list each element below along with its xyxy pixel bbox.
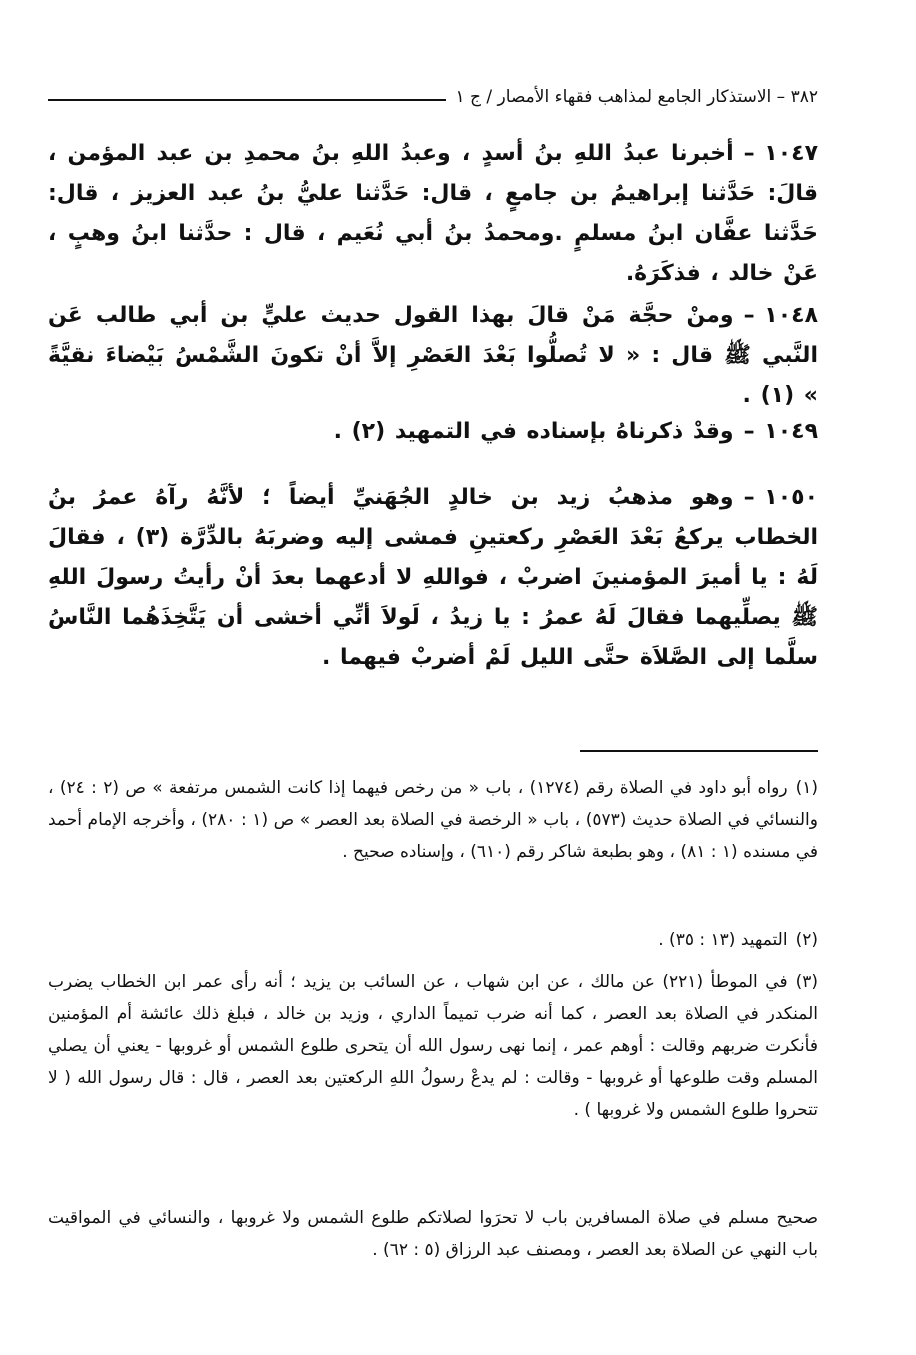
paragraph-text: وقدْ ذكرناهُ بإسناده في التمهيد (٢) . [333, 419, 734, 444]
running-header-text: ٣٨٢ – الاستذكار الجامع لمذاهب فقهاء الأمصار / ج ١ [455, 87, 818, 107]
footnote-separator [580, 750, 818, 752]
footnote-2 [48, 924, 818, 956]
paragraph-1050 [48, 478, 818, 678]
footnote-text: في الموطأ (٢٢١) عن مالك ، عن ابن شهاب ، عن السائب بن يزيد ؛ أنه رأى عمر ابن الخطاب يضرب المنكدر في الصلاة بعد العصر ، كما أنه ضرب تميماً الداري ، وزيد بن خالد ، فبلغ ذلك عائشة أم المؤمنين فأنكرت ضربهم وقالت : أوهم عمر ، إنما نهى رسول الله أن يتحرى طلوع الشمس أو غروبها - يعني أن يصلي المسلم وقت طلوعها أو غروبها - وقالت : لم يدعْ رسولُ اللهِ الركعتين بعد العصر ، قال : قال رسول الله ( لا تتحروا طلوع الشمس ولا غروبها ) . [48, 972, 818, 1120]
footnote-text: صحيح مسلم في صلاة المسافرين باب لا تحرَوا لصلاتكم طلوع الشمس ولا غروبها ، والنسائي في المواقيت باب النهي عن الصلاة بعد العصر ، ومصنف عبد الرزاق (٥ : ٦٢) . [48, 1208, 818, 1260]
running-header [48, 82, 818, 112]
paragraph-number: ١٠٤٧ – [743, 141, 818, 166]
book-page [48, 82, 818, 1342]
paragraph-text: وهو مذهبُ زيد بن خالدٍ الجُهَنيِّ أيضاً ؛ لأنَّهُ رآهُ عمرُ بنُ الخطاب يركعُ بَعْدَ العَصْرِ ركعتينِ فمشى إليه وضربَهُ بالدِّرَّة (٣) ، فقالَ لَهُ : يا أميرَ المؤمنينَ اضربْ ، فواللهِ لا أدعهما بعدَ أنْ رأيتُ رسولَ اللهِ ﷺ يصلِّيهما فقالَ لَهُ عمرُ : يا زيدُ ، لَولاَ أنِّي أخشى أن يَتَّخِذَهُما النَّاسُ سلَّما إلى الصَّلاَة حتَّى الليل لَمْ أضربْ فيهما . [48, 485, 818, 670]
paragraph-1048 [48, 296, 818, 416]
footnote-number: (٣) [795, 972, 818, 992]
paragraph-1049 [48, 412, 818, 452]
paragraph-number: ١٠٤٨ – [743, 303, 818, 328]
paragraph-1047 [48, 134, 818, 294]
header-rule [48, 99, 446, 101]
paragraph-number: ١٠٤٩ – [743, 419, 818, 444]
footnote-continuation [48, 1202, 818, 1266]
footnote-3 [48, 966, 818, 1126]
paragraph-text: ومنْ حجَّة مَنْ قالَ بهذا القول حديث عليٍّ بن أبي طالب عَن النَّبي ﷺ قال : « لا تُصلُّوا بَعْدَ العَصْرِ إلاَّ أنْ تكونَ الشَّمْسُ بَيْضاءَ نقيَّةً » (١) . [48, 303, 818, 408]
footnote-text: التمهيد (١٣ : ٣٥) . [658, 930, 788, 950]
footnote-number: (١) [795, 778, 818, 798]
paragraph-number: ١٠٥٠ – [743, 485, 818, 510]
footnote-number: (٢) [795, 930, 818, 950]
footnote-text: رواه أبو داود في الصلاة رقم (١٢٧٤) ، باب « من رخص فيهما إذا كانت الشمس مرتفعة » ص (٢ : ٢٤) ، والنسائي في الصلاة حديث (٥٧٣) ، باب « الرخصة في الصلاة بعد العصر » ص (١ : ٢٨٠) ، وأخرجه الإمام أحمد في مسنده (١ : ٨١) ، وهو بطبعة شاكر رقم (٦١٠) ، وإسناده صحيح . [48, 778, 818, 862]
footnote-1 [48, 772, 818, 868]
paragraph-text: أخبرنا عبدُ اللهِ بنُ أسدٍ ، وعبدُ اللهِ بنُ محمدِ بن عبد المؤمن ، قالَ: حَدَّثنا إبراهيمُ بن جامعٍ ، قال: حَدَّثنا عليُّ بنُ عبد العزيز ، قال: حَدَّثنا عفَّان ابنُ مسلمٍ .ومحمدُ بنُ أبي نُعَيم ، قال : حدَّثنا ابنُ وهبٍ ، عَنْ خالد ، فذكَرَهُ. [48, 141, 818, 286]
